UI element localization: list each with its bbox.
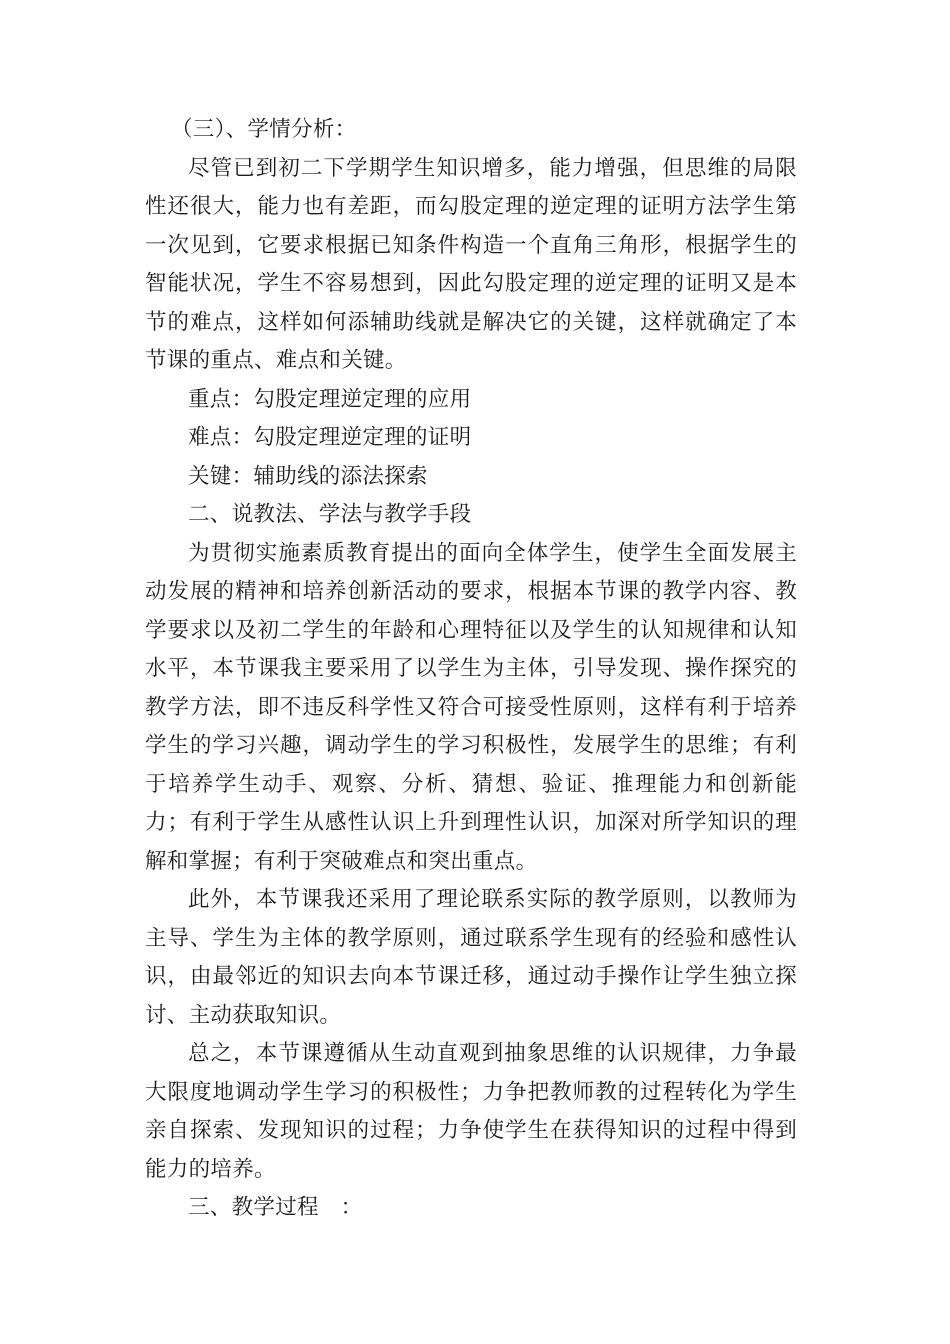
difficult-point: 难点：勾股定理逆定理的证明 — [188, 425, 472, 450]
paragraph-additionally: 此外，本节课我还采用了理论联系实际的教学原则，以教师为主导、学生为主体的教学原则，通过联系学生现有的经验和感性认识，由最邻近的知识去向本节课迁移，通过动手操作让学生独立探讨、主动获取知识。 — [145, 887, 797, 1028]
section-heading-learning-analysis: （三）、学情分析： — [171, 117, 357, 142]
section-heading-methods: 二、说教法、学法与教学手段 — [188, 502, 472, 527]
paragraph-methods: 为贯彻实施素质教育提出的面向全体学生，使学生全面发展主动发展的精神和培养创新活动的要求，根据本节课的教学内容、教学要求以及初二学生的年龄和心理特征以及学生的认知规律和认知水平，本节课我主要采用了以学生为主体，引导发现、操作探究的教学方法，即不违反科学性又符合可接受性原则，这样有利于培养学生的学习兴趣，调动学生的学习积极性，发展学生的思维；有利于培养学生动手、观察、分析、猜想、验证、推理能力和创新能力；有利于学生从感性认识上升到理性认识，加深对所学知识的理解和掌握；有利于突破难点和突出重点。 — [145, 540, 797, 874]
crux-point: 关键：辅助线的添法探索 — [188, 463, 428, 489]
document-body — [145, 111, 797, 1228]
section-heading-teaching-process: 三、教学过程 ： — [188, 1195, 363, 1220]
paragraph-summary: 总之，本节课遵循从生动直观到抽象思维的认识规律，力争最大限度地调动学生学习的积极性；力争把教师教的过程转化为学生亲自探索、发现知识的过程；力争使学生在获得知识的过程中得到能力的培养。 — [145, 1041, 797, 1182]
key-point: 重点：勾股定理逆定理的应用 — [188, 386, 472, 412]
paragraph-learning-analysis: 尽管已到初二下学期学生知识增多，能力增强，但思维的局限性还很大，能力也有差距，而勾股定理的逆定理的证明方法学生第一次见到，它要求根据已知条件构造一个直角三角形，根据学生的智能状况，学生不容易想到，因此勾股定理的逆定理的证明又是本节的难点，这样如何添辅助线就是解决它的关键，这样就确定了本节课的重点、难点和关键。 — [145, 155, 797, 373]
